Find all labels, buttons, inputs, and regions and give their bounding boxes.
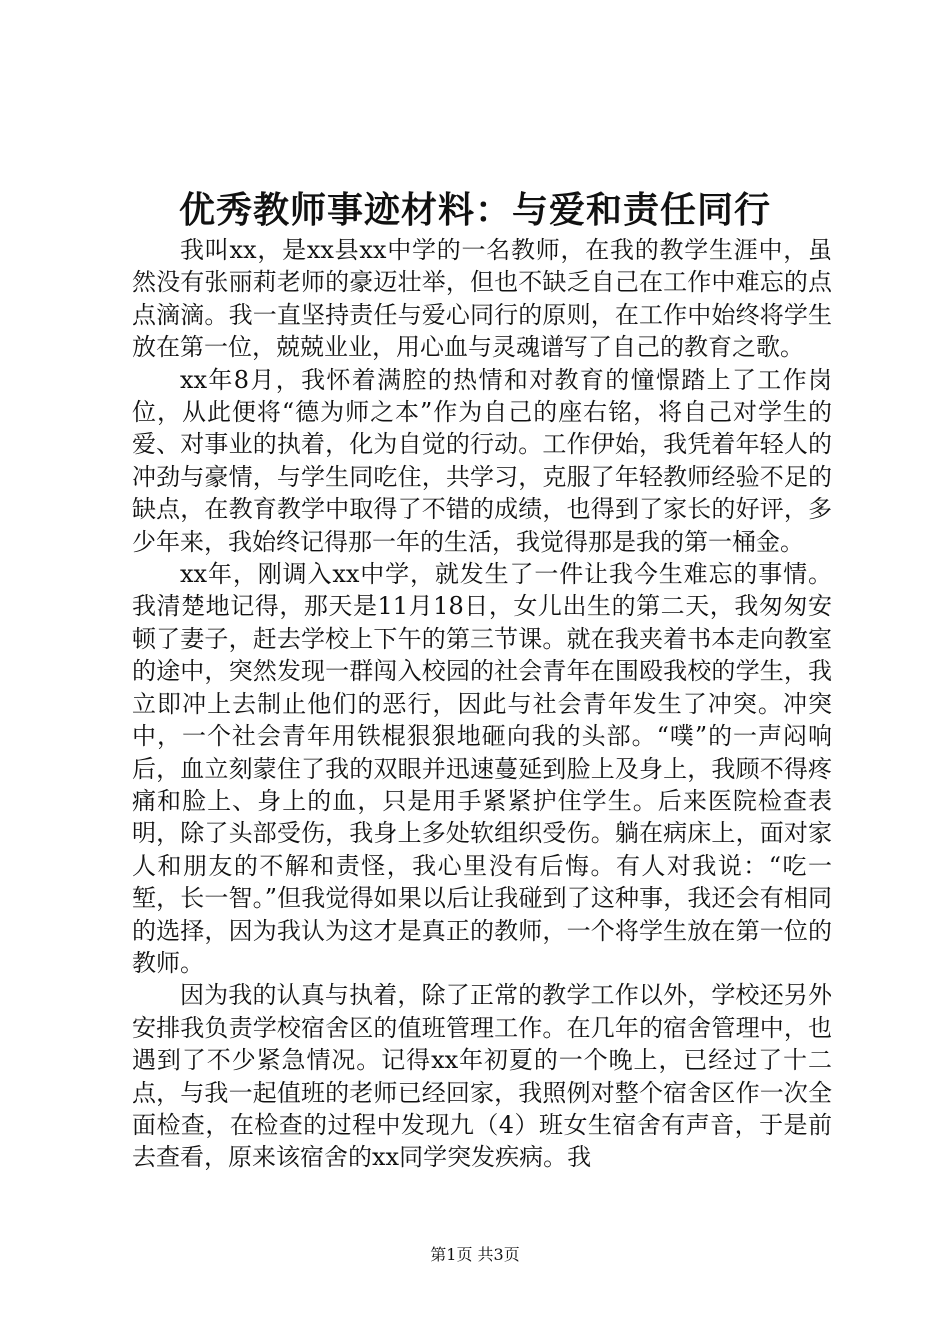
document-body — [132, 234, 832, 1174]
document-title: 优秀教师事迹材料：与爱和责任同行 — [178, 189, 771, 231]
paragraph-3: xx年，刚调入xx中学，就发生了一件让我今生难忘的事情。我清楚地记得，那天是11月18日，女儿出生的第二天，我匆匆安顿了妻子，赶去学校上下午的第三节课。就在我夹着书本走向教室的途中，突然发现一群闯入校园的社会青年在围殴我校的学生，我立即冲上去制止他们的恶行，因此与社会青年发生了冲突。冲突中，一个社会青年用铁棍狠狠地砸向我的头部。“噗”的一声闷响后，血立刻蒙住了我的双眼并迅速蔓延到脸上及身上，我顾不得疼痛和脸上、身上的血，只是用手紧紧护住学生。后来医院检查表明，除了头部受伤，我身上多处软组织受伤。躺在病床上，面对家人和朋友的不解和责怪，我心里没有后悔。有人对我说：“吃一堑，长一智。”但我觉得如果以后让我碰到了这种事，我还会有相同的选择，因为我认为这才是真正的教师，一个将学生放在第一位的教师。 — [132, 560, 832, 977]
paragraph-2: xx年8月，我怀着满腔的热情和对教育的憧憬踏上了工作岗位，从此便将“德为师之本”作为自己的座右铭，将自己对学生的爱、对事业的执着，化为自觉的行动。工作伊始，我凭着年轻人的冲劲与豪情，与学生同吃住，共学习，克服了年轻教师经验不足的缺点，在教育教学中取得了不错的成绩，也得到了家长的好评，多少年来，我始终记得那一年的生活，我觉得那是我的第一桶金。 — [132, 365, 832, 556]
page-footer: 第1页 共3页 — [430, 1245, 520, 1264]
paragraph-1: 我叫xx，是xx县xx中学的一名教师，在我的教学生涯中，虽然没有张丽莉老师的豪迈壮举，但也不缺乏自己在工作中难忘的点点滴滴。我一直坚持责任与爱心同行的原则，在工作中始终将学生放在第一位，兢兢业业，用心血与灵魂谱写了自己的教育之歌。 — [132, 236, 832, 362]
paragraph-4: 因为我的认真与执着，除了正常的教学工作以外，学校还另外安排我负责学校宿舍区的值班管理工作。在几年的宿舍管理中，也遇到了不少紧急情况。记得xx年初夏的一个晚上，已经过了十二点，与我一起值班的老师已经回家，我照例对整个宿舍区作一次全面检查，在检查的过程中发现九（4）班女生宿舍有声音，于是前去查看，原来该宿舍的xx同学突发疾病。我 — [132, 981, 832, 1172]
